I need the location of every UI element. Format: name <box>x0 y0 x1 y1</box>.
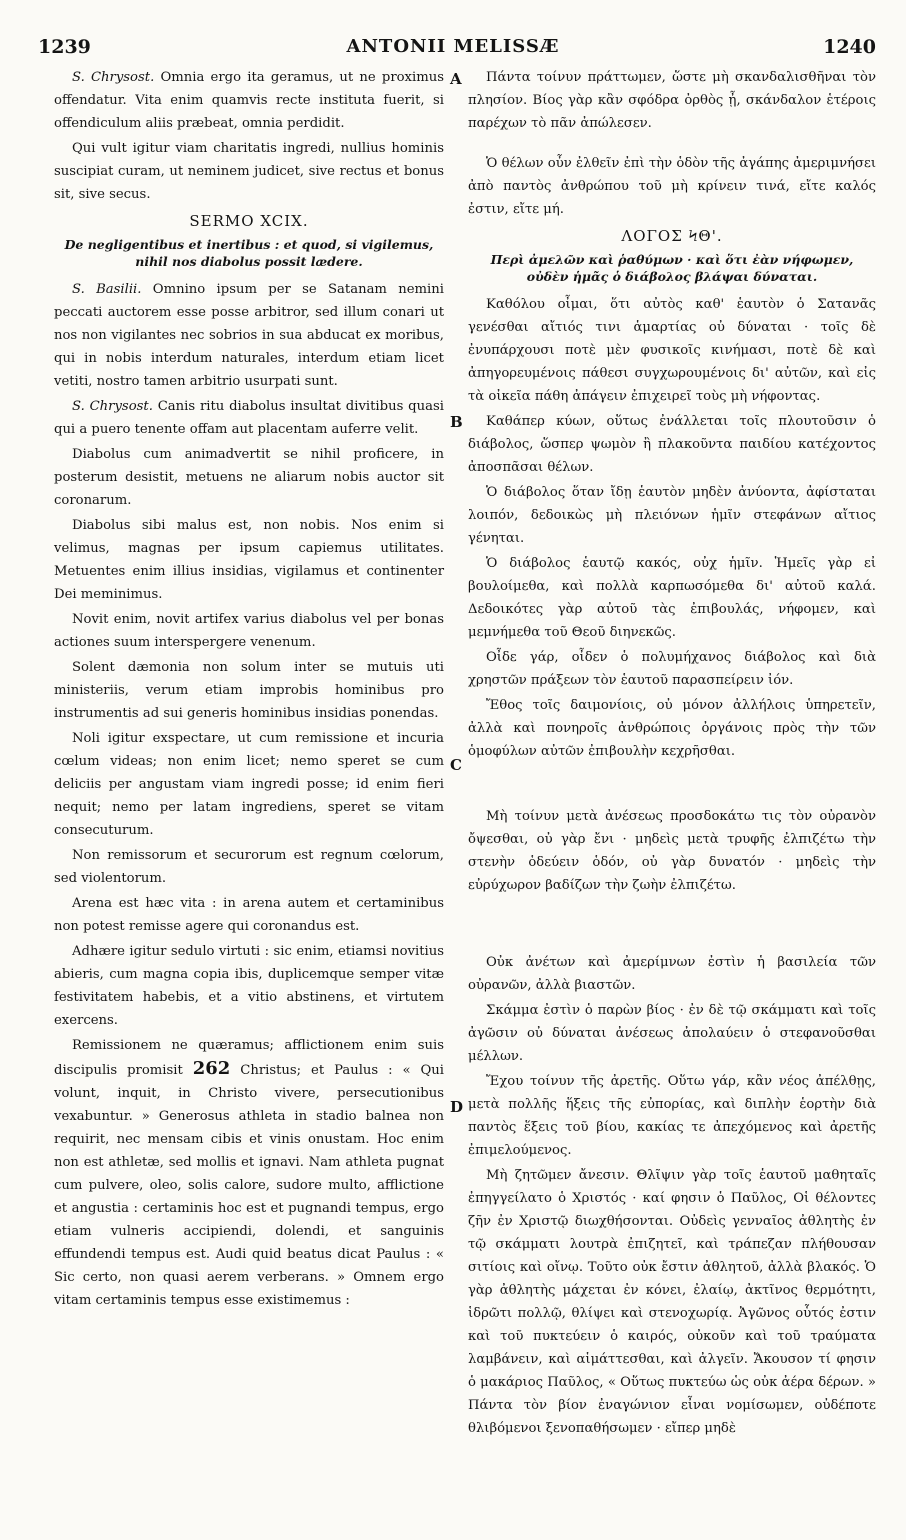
latin-paragraph: Qui vult igitur viam charitatis ingredi, nullius hominis suscipiat curam, ut neminem judicet, sive rectus et bonus sit, sive secus. <box>54 141 444 202</box>
running-title: ANTONII MELISSÆ <box>346 36 560 57</box>
latin-paragraph: Non remissorum et securorum est regnum cœlorum, sed violentorum. <box>54 848 444 886</box>
margin-letter-a: A <box>450 70 462 88</box>
margin-letter-d: D <box>450 1098 464 1116</box>
paragraph-text: Christus; et Paulus : « Qui volunt, inquit, in Christo vivere, persecutionibus vexabuntur. » Generosus athleta in stadio balnea non requirit, nec mensam cibis et vinis onustam. Hoc enim non est athletæ, sed mollis et ignavi. Nam athleta pugnat cum pulvere, oleo, solis calore, sudore multo, afflictione et angustia : certaminis hoc est et pugnandi tempus, ergo etiam vulneris accipiendi, dolendi, et sanguinis effundendi tempus est. Audi quid beatus dicat Paulus : « Sic certo, non quasi aerem verberans. » Omnem ergo vitam certaminis tempus esse existimemus : <box>54 1063 445 1308</box>
greek-paragraph: Οὐκ ἀνέτων καὶ ἀμερίμνων ἐστὶν ἡ βασιλεία τῶν οὐρανῶν, ἀλλὰ βιαστῶν. <box>468 955 876 993</box>
paragraph-text: Omnino ipsum per se Satanam nemini peccati auctorem esse posse arbitror, sed illum conari ut nos non vigilantes nec sobrios in sua abducat ex moribus, qui in nobis interdum naturales, interdum etiam licet vetiti, nostro tamen arbitrio usurpati sunt. <box>54 282 444 389</box>
latin-paragraph <box>54 66 444 135</box>
latin-paragraph: Adhære igitur sedulo virtuti : sic enim, etiamsi novitius abieris, cum magna copia ibis, duplicemque semper vitæ festivitatem habebis, et a vitio abstinens, et virtutem exercens. <box>54 944 444 1028</box>
author-label: S. Basilii. <box>72 282 142 297</box>
page-number-right: 1240 <box>823 36 876 58</box>
spacer <box>468 899 876 951</box>
paragraph-text: Omnia ergo ita geramus, ut ne proximus offendatur. Vita enim quamvis recte instituta fuerit, si offendiculum aliis præbeat, omnia perdidit. <box>54 70 444 131</box>
latin-paragraph <box>54 395 444 441</box>
latin-paragraph: Diabolus cum animadvertit se nihil proficere, in posterum desistit, metuens ne aliarum nobis auctor sit coronarum. <box>54 447 444 508</box>
greek-paragraph: Καθάπερ κύων, οὕτως ἐνάλλεται τοῖς πλουτοῦσιν ὁ διάβολος, ὥσπερ ψωμὸν ἢ πλακοῦντα παιδίου κατέχοντος ἀποσπᾶσαι θέλων. <box>468 414 876 475</box>
column-number: 262 <box>192 1058 231 1079</box>
greek-paragraph: Μὴ ζητῶμεν ἄνεσιν. Θλῖψιν γὰρ τοῖς ἑαυτοῦ μαθηταῖς ἐπηγγείλατο ὁ Χριστός · καί φησιν ὁ Παῦλος, Οἱ θέλοντες ζῆν ἐν Χριστῷ διωχθήσονται. Οὐδεὶς γενναῖος ἀθλητὴς ἐν τῷ σκάμματι λουτρὰ ἐπιζητεῖ, καὶ τράπεζαν πλήθουσαν σιτίοις καὶ οἴνῳ. Τοῦτο οὐκ ἔστιν ἀθλητοῦ, ἀλλὰ βλακός. Ὁ γὰρ ἀθλητὴς μάχεται ἐν κόνει, ἐλαίῳ, ἀκτῖνος θερμότητι, ἱδρῶτι πολλῷ, θλίψει καὶ στενοχωρίᾳ. Ἀγῶνος οὗτός ἐστιν καὶ τοῦ πυκτεύειν ὁ καιρός, οὐκοῦν καὶ τοῦ τραύματα λαμβάνειν, καὶ αἱμάττεσθαι, καὶ ἀλγεῖν. Ἄκουσον τί φησιν ὁ μακάριος Παῦλος, « Οὕτως πυκτεύω ὡς οὐκ ἀέρα δέρων. » Πάντα τὸν βίον ἐναγώνιον εἶναι νομίσωμεν, οὐδέποτε θλιβόμενοι ξενοπαθήσωμεν · εἴπερ μηδὲ <box>468 1168 876 1436</box>
margin-letter-b: B <box>450 413 463 431</box>
greek-column <box>468 66 876 1442</box>
logos-title: ΛΟΓΟΣ ϞΘ'. <box>621 227 723 245</box>
greek-paragraph: Ἔθος τοῖς δαιμονίοις, οὐ μόνον ἀλλήλοις ὑπηρετεῖν, ἀλλὰ καὶ πονηροῖς ἀνθρώποις ὀργάνοις πρὸς τὴν τῶν ὁμοφύλων αὐτῶν ἐπιβουλὴν κεχρῆσθαι. <box>468 698 876 759</box>
latin-paragraph: Solent dæmonia non solum inter se mutuis uti ministeriis, verum etiam improbis hominibus pro instrumentis ad sui generis hominibus insidias ponendas. <box>54 660 444 721</box>
latin-paragraph <box>54 278 444 393</box>
latin-column <box>54 66 444 1314</box>
greek-paragraph: Μὴ τοίνυν μετὰ ἀνέσεως προσδοκάτω τις τὸν οὐρανὸν ὄψεσθαι, οὐ γὰρ ἔνι · μηδεὶς μετὰ τρυφῆς ἐλπιζέτω τὴν στενὴν ὁδεύειν ὁδόν, οὐ γὰρ δυνατόν · μηδεὶς τὴν εὐρύχωρον βαδίζων τὴν ζωὴν ἐλπιζέτω. <box>468 809 876 893</box>
author-label: S. Chrysost. <box>72 399 153 414</box>
greek-paragraph: Ὁ θέλων οὖν ἐλθεῖν ἐπὶ τὴν ὁδὸν τῆς ἀγάπης ἀμεριμνήσει ἀπὸ παντὸς ἀνθρώπου τοῦ μὴ κρίνειν τινά, εἴτε καλός ἐστιν, εἴτε μή. <box>468 156 876 217</box>
greek-paragraph: Ἔχου τοίνυν τῆς ἀρετῆς. Οὕτω γάρ, κἂν νέος ἀπέλθῃς, μετὰ πολλῆς ἥξεις τῆς εὐπορίας, καὶ διπλὴν ἑορτὴν διὰ παντὸς ἕξεις τοῦ βίου, κακίας τε ἀπεχόμενος καὶ ἀρετῆς ἐπιμελούμενος. <box>468 1074 876 1158</box>
greek-paragraph: Ὁ διάβολος ἑαυτῷ κακός, οὐχ ἡμῖν. Ἡμεῖς γὰρ εἰ βουλοίμεθα, καὶ πολλὰ καρπωσόμεθα δι' αὐτοῦ καλά. Δεδοικότες γὰρ αὐτοῦ τὰς ἐπιβουλάς, νήφομεν, καὶ μεμνήμεθα τοῦ Θεοῦ διηνεκῶς. <box>468 556 876 640</box>
latin-paragraph: Noli igitur exspectare, ut cum remissione et incuria cœlum videas; non enim licet; nemo speret se cum deliciis per angustam viam ingredi posse; id enim fieri nequit; nemo per latam ingrediens, speret se vitam consecuturum. <box>54 731 444 838</box>
page-number-left: 1239 <box>38 36 91 58</box>
latin-paragraph: Novit enim, novit artifex varius diabolus vel per bonas actiones suum interspergere venenum. <box>54 612 444 650</box>
margin-letter-c: C <box>450 756 462 774</box>
spacer <box>468 137 876 152</box>
paragraph-text: Remissionem ne quæramus; afflictionem enim suis discipulis promisit <box>54 1038 444 1078</box>
greek-paragraph: Ὁ διάβολος ὅταν ἴδῃ ἑαυτὸν μηδὲν ἀνύοντα, ἀφίσταται λοιπόν, δεδοικὼς μὴ πλειόνων ἡμῖν στεφάνων αἴτιος γένηται. <box>468 485 876 546</box>
paragraph-text: Canis ritu diabolus insultat divitibus quasi qui a puero tenente offam aut placentam auferre velit. <box>54 399 444 437</box>
logos-subtitle: Περὶ ἀμελῶν καὶ ῥαθύμων · καὶ ὅτι ἐὰν νήφωμεν, οὐδὲν ἡμᾶς ὁ διάβολος βλάψαι δύναται. <box>490 252 854 284</box>
greek-paragraph: Οἶδε γάρ, οἶδεν ὁ πολυμήχανος διάβολος καὶ διὰ χρηστῶν πράξεων τὸν ἑαυτοῦ παρασπείρειν ἰόν. <box>468 650 876 688</box>
page-header <box>0 36 906 66</box>
latin-paragraph <box>54 1034 444 1312</box>
greek-paragraph: Πάντα τοίνυν πράττωμεν, ὥστε μὴ σκανδαλισθῆναι τὸν πλησίον. Βίος γὰρ κἂν σφόδρα ὀρθὸς ᾖ, σκάνδαλον ἑτέροις παρέχων τὸ πᾶν ἀπώλεσεν. <box>468 70 876 131</box>
greek-paragraph: Καθόλου οἶμαι, ὅτι αὐτὸς καθ' ἑαυτὸν ὁ Σατανᾶς γενέσθαι αἴτιός τινι ἁμαρτίας οὐ δύναται · τοῖς δὲ ἐνυπάρχουσι ποτὲ μὲν φυσικοῖς κινήμασι, ποτὲ δὲ καὶ ἀπηγορευμένοις πάθεσι συγχωρουμένοις δι' αὐτῶν, καὶ εἰς τὰ οἰκεῖα πάθη ἀπάγειν ἐπιχειρεῖ τοὺς μὴ νήφοντας. <box>468 297 876 404</box>
author-label: S. Chrysost. <box>72 70 155 85</box>
latin-paragraph: Diabolus sibi malus est, non nobis. Nos enim si velimus, magnas per ipsum capiemus utilitates. Metuentes enim illius insidias, vigilamus et continenter Dei meminimus. <box>54 518 444 602</box>
greek-paragraph: Σκάμμα ἐστὶν ὁ παρὼν βίος · ἐν δὲ τῷ σκάμματι καὶ τοῖς ἀγῶσιν οὐ δύναται ἀνέσεως ἀπολαύειν ὁ στεφανοῦσθαι μέλλων. <box>468 1003 876 1064</box>
sermo-title: SERMO XCIX. <box>189 212 309 230</box>
spacer <box>468 765 876 805</box>
sermo-subtitle: De negligentibus et inertibus : et quod, si vigilemus, nihil nos diabolus possit lædere. <box>64 237 434 269</box>
latin-paragraph: Arena est hæc vita : in arena autem et certaminibus non potest remisse agere qui coronandus est. <box>54 896 444 934</box>
